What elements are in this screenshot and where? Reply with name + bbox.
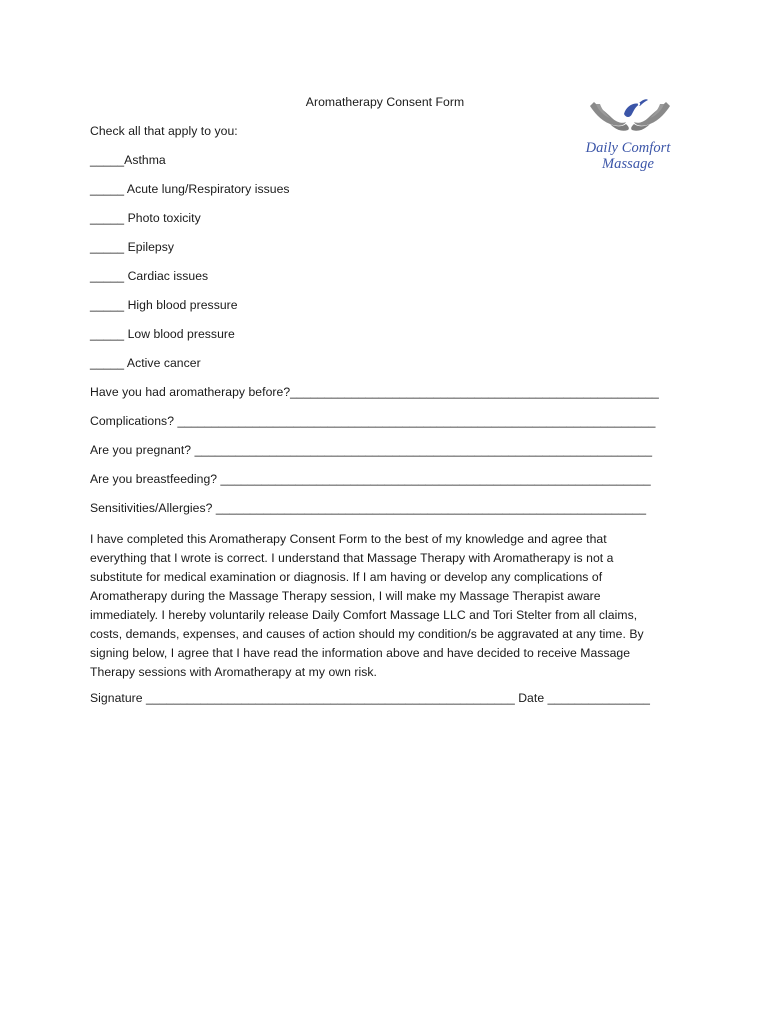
question-aromatherapy-before[interactable]: Have you had aromatherapy before?______________________________________________________	[90, 385, 659, 399]
agreement-paragraph: I have completed this Aromatherapy Consent Form to the best of my knowledge and agree that everything that I wrote is correct. I understand that Massage Therapy with Aromatherapy is not a substitute for medical examination or diagnosis. If I am having or develop any complications of Aromatherapy during the Massage Therapy session, I will make my Massage Therapist aware immediately. I hereby voluntarily release Daily Comfort Massage LLC and Tori Stelter from all claims, costs, demands, expenses, and causes of action should my condition/s be aggravated at any time. By signing below, I agree that I have read the information above and have decided to receive Massage Therapy sessions with Aromatherapy at my own risk.	[90, 532, 644, 679]
question-complications[interactable]: Complications? ______________________________________________________________________	[90, 414, 656, 428]
hands-and-bird-icon	[580, 94, 680, 144]
condition-high-blood-pressure[interactable]: _____ High blood pressure	[90, 298, 238, 312]
condition-photo-toxicity[interactable]: _____ Photo toxicity	[90, 211, 201, 225]
condition-active-cancer[interactable]: _____ Active cancer	[90, 356, 201, 370]
condition-cardiac[interactable]: _____ Cardiac issues	[90, 269, 209, 283]
signature-date-line[interactable]: Signature ______________________________________________________ Date _______________	[90, 691, 651, 705]
logo-text-line2: Massage	[602, 156, 654, 172]
question-breastfeeding[interactable]: Are you breastfeeding? _______________________________________________________________	[90, 472, 651, 486]
condition-low-blood-pressure[interactable]: _____ Low blood pressure	[90, 327, 235, 341]
question-pregnant[interactable]: Are you pregnant? ___________________________________________________________________	[90, 443, 653, 457]
condition-acute-lung[interactable]: _____ Acute lung/Respiratory issues	[90, 182, 290, 196]
form-title: Aromatherapy Consent Form	[305, 95, 465, 109]
logo-text-line1: Daily Comfort	[585, 140, 671, 156]
condition-epilepsy[interactable]: _____ Epilepsy	[90, 240, 175, 254]
condition-asthma[interactable]: _____Asthma	[90, 153, 166, 167]
instruction-text: Check all that apply to you:	[90, 124, 238, 138]
question-sensitivities[interactable]: Sensitivities/Allergies? _______________________________________________________________	[90, 501, 647, 515]
